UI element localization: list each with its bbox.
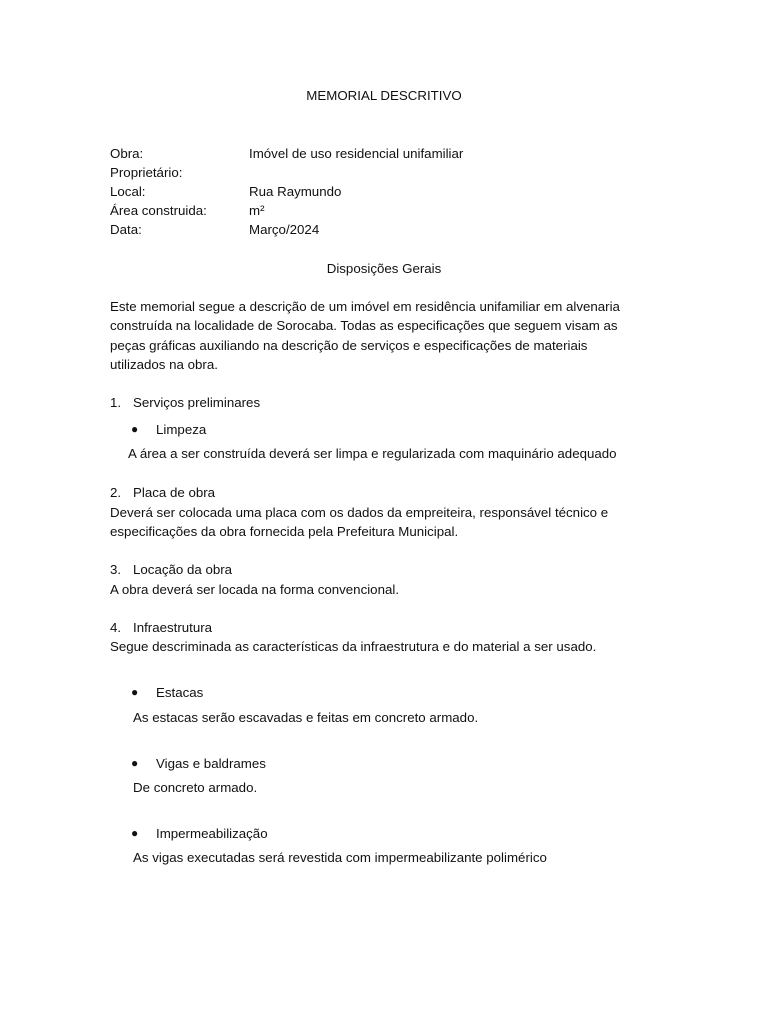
bullet-icon: ● <box>131 685 139 699</box>
intro-line: peças gráficas auxiliando na descrição de serviços e especificações de materiais <box>110 338 588 353</box>
bullet-item-text: As estacas serão escavadas e feitas em concreto armado. <box>133 710 479 725</box>
section-text: A área a ser construída deverá ser limpa e regularizada com maquinário adequado <box>128 446 617 461</box>
intro-line: Este memorial segue a descrição de um imóvel em residência unifamiliar em alvenaria <box>110 299 620 314</box>
info-label-obra: Obra: <box>110 146 144 161</box>
section-number: 3. <box>110 562 122 577</box>
bullet-item-title: Limpeza <box>156 422 207 437</box>
bullet-icon: ● <box>131 756 139 770</box>
bullet-icon: ● <box>131 826 139 840</box>
bullet-icon: ● <box>131 422 139 436</box>
info-value-obra: Imóvel de uso residencial unifamiliar <box>249 146 464 161</box>
info-label-proprietario: Proprietário: <box>110 165 183 180</box>
section-text: Segue descriminada as características da infraestrutura e do material a ser usado. <box>110 639 597 654</box>
bullet-item-title: Vigas e baldrames <box>156 756 266 771</box>
section-title: Infraestrutura <box>133 620 213 635</box>
section-text: A obra deverá ser locada na forma convencional. <box>110 582 400 597</box>
intro-line: construída na localidade de Sorocaba. Todas as especificações que seguem visam as <box>110 318 618 333</box>
info-label-local: Local: <box>110 184 146 199</box>
info-value-local: Rua Raymundo <box>249 184 342 199</box>
intro-line: utilizados na obra. <box>110 357 218 372</box>
section-number: 1. <box>110 395 122 410</box>
info-value-area: m² <box>249 203 265 218</box>
info-value-data: Março/2024 <box>249 222 320 237</box>
section-title: Locação da obra <box>133 562 233 577</box>
bullet-item-text: De concreto armado. <box>133 780 258 795</box>
bullet-item-text: As vigas executadas será revestida com impermeabilizante polimérico <box>133 850 547 865</box>
info-label-area: Área construida: <box>110 203 207 218</box>
section-title: Placa de obra <box>133 485 216 500</box>
section-number: 2. <box>110 485 122 500</box>
document-title: MEMORIAL DESCRITIVO <box>306 88 462 103</box>
section-number: 4. <box>110 620 122 635</box>
info-label-data: Data: <box>110 222 142 237</box>
section-text: Deverá ser colocada uma placa com os dados da empreiteira, responsável técnico e <box>110 505 609 520</box>
section-subtitle: Disposições Gerais <box>326 261 442 276</box>
section-title: Serviços preliminares <box>133 395 261 410</box>
section-text: especificações da obra fornecida pela Prefeitura Municipal. <box>110 524 459 539</box>
bullet-item-title: Impermeabilização <box>156 826 268 841</box>
bullet-item-title: Estacas <box>156 685 204 700</box>
